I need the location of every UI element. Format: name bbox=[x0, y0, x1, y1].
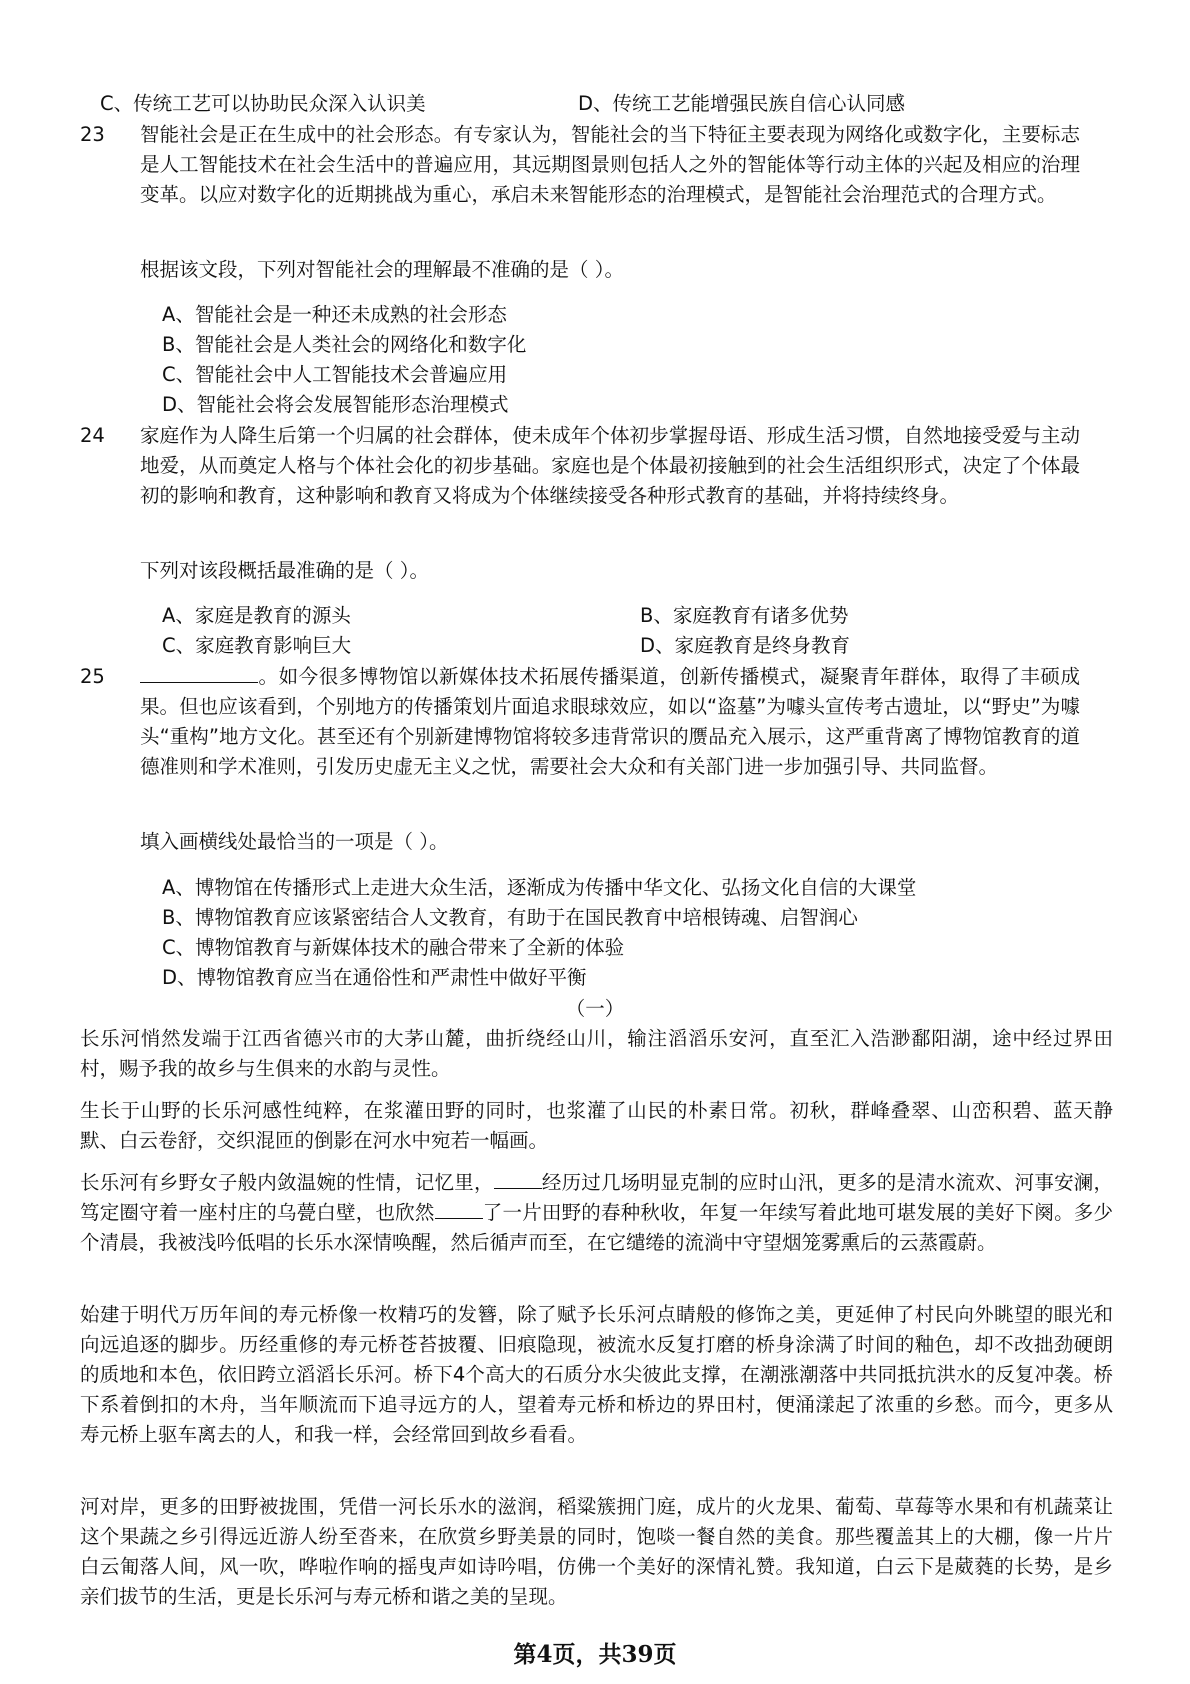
q24-question: 下列对该段概括最准确的是（ ）。 bbox=[140, 559, 429, 582]
q25-stem bbox=[140, 662, 1080, 782]
fill-in-blank bbox=[140, 664, 258, 683]
q23-option-a[interactable]: A、智能社会是一种还未成熟的社会形态 bbox=[162, 303, 507, 326]
reading-paragraph-2: 生长于山野的长乐河感性纯粹，在浆灌田野的同时，也浆灌了山民的朴素日常。初秋，群峰叠翠、山峦积碧、蓝天静默、白云卷舒，交织混匝的倒影在河水中宛若一幅画。 bbox=[80, 1099, 1113, 1152]
q22-option-d: D、传统工艺能增强民族自信心认同感 bbox=[578, 92, 906, 115]
p3-part-a: 长乐河有乡野女子般内敛温婉的性情，记忆里， bbox=[80, 1171, 494, 1194]
q23-question: 根据该文段，下列对智能社会的理解最不准确的是（ ）。 bbox=[140, 258, 624, 281]
reading-paragraph-5: 河对岸，更多的田野被拢围，凭借一河长乐水的滋润，稻粱簇拥门庭，成片的火龙果、葡萄、草莓等水果和有机蔬菜让这个果蔬之乡引得远近游人纷至沓来，在欣赏乡野美景的同时，饱啖一餐自然的美食。那些覆盖其上的大棚，像一片片白云匍落人间，风一吹，哗啦作响的摇曳声如诗吟唱，仿佛一个美好的深情礼赞。我知道，白云下是葳蕤的长势，是乡亲们拔节的生活，更是长乐河与寿元桥和谐之美的呈现。 bbox=[80, 1495, 1113, 1608]
q23-option-d[interactable]: D、智能社会将会发展智能形态治理模式 bbox=[162, 393, 509, 416]
q25-option-a[interactable]: A、博物馆在传播形式上走进大众生活，逐渐成为传播中华文化、弘扬文化自信的大课堂 bbox=[162, 876, 917, 899]
q23-option-b[interactable]: B、智能社会是人类社会的网络化和数字化 bbox=[162, 333, 527, 356]
q25-option-c[interactable]: C、博物馆教育与新媒体技术的融合带来了全新的体验 bbox=[162, 936, 625, 959]
q24-option-b[interactable]: B、家庭教育有诸多优势 bbox=[640, 604, 849, 627]
q24-option-a[interactable]: A、家庭是教育的源头 bbox=[162, 604, 351, 627]
fill-in-blank-2 bbox=[435, 1200, 483, 1219]
reading-paragraph-3 bbox=[80, 1168, 1113, 1258]
q23-option-c[interactable]: C、智能社会中人工智能技术会普遍应用 bbox=[162, 363, 508, 386]
q25-option-b[interactable]: B、博物馆教育应该紧密结合人文教育，有助于在国民教育中培根铸魂、启智润心 bbox=[162, 906, 858, 929]
page-number-footer: 第4页，共39页 bbox=[513, 1641, 677, 1668]
fill-in-blank-1 bbox=[494, 1170, 542, 1189]
p3-part-b: 经历过几场明显克制的应时山汛，更多的是清水流欢、河事安澜，笃定圈守着一座村庄的乌甍白壁，也欣然 bbox=[80, 1171, 1113, 1224]
q25-option-d[interactable]: D、博物馆教育应当在通俗性和严肃性中做好平衡 bbox=[162, 966, 587, 989]
q24-number: 24 bbox=[80, 424, 105, 447]
q25-number: 25 bbox=[80, 665, 105, 688]
q24-stem: 家庭作为人降生后第一个归属的社会群体，使未成年个体初步掌握母语、形成生活习惯，自然地接受爱与主动地爱，从而奠定人格与个体社会化的初步基础。家庭也是个体最初接触到的社会生活组织形式，决定了个体最初的影响和教育，这种影响和教育又将成为个体继续接受各种形式教育的基础，并将持续终身。 bbox=[140, 424, 1080, 507]
q23-stem: 智能社会是正在生成中的社会形态。有专家认为，智能社会的当下特征主要表现为网络化或数字化，主要标志是人工智能技术在社会生活中的普遍应用，其远期图景则包括人之外的智能体等行动主体的兴起及相应的治理变革。以应对数字化的近期挑战为重心，承启未来智能形态的治理模式，是智能社会治理范式的合理方式。 bbox=[140, 123, 1080, 206]
reading-paragraph-1: 长乐河悄然发端于江西省德兴市的大茅山麓，曲折绕经山川，输注滔滔乐安河，直至汇入浩渺鄱阳湖，途中经过界田村，赐予我的故乡与生俱来的水韵与灵性。 bbox=[80, 1027, 1113, 1080]
q23-number: 23 bbox=[80, 123, 105, 146]
reading-paragraph-4: 始建于明代万历年间的寿元桥像一枚精巧的发簪，除了赋予长乐河点睛般的修饰之美，更延伸了村民向外眺望的眼光和向远追逐的脚步。历经重修的寿元桥苍苔披覆、旧痕隐现，被流水反复打磨的桥身涂满了时间的釉色，却不改拙劲硬朗的质地和本色，依旧跨立滔滔长乐河。桥下4个高大的石质分水尖彼此支撑，在潮涨潮落中共同抵抗洪水的反复冲袭。桥下系着倒扣的木舟，当年顺流而下追寻远方的人，望着寿元桥和桥边的界田村，便涌漾起了浓重的乡愁。而今，更多从寿元桥上驱车离去的人，和我一样，会经常回到故乡看看。 bbox=[80, 1303, 1113, 1446]
q22-option-c: C、传统工艺可以协助民众深入认识美 bbox=[100, 92, 426, 115]
section-title: （一） bbox=[565, 997, 625, 1020]
q24-option-c[interactable]: C、家庭教育影响巨大 bbox=[162, 634, 352, 657]
q25-question: 填入画横线处最恰当的一项是（ ）。 bbox=[140, 830, 449, 853]
q25-stem-text: 。如今很多博物馆以新媒体技术拓展传播渠道，创新传播模式，凝聚青年群体，取得了丰硕成果。但也应该看到，个别地方的传播策划片面追求眼球效应，如以“盗墓”为噱头宣传考古遗址，以“野史”为噱头“重构”地方文化。甚至还有个别新建博物馆将较多违背常识的赝品充入展示，这严重背离了博物馆教育的道德准则和学术准则，引发历史虚无主义之忧，需要社会大众和有关部门进一步加强引导、共同监督。 bbox=[140, 665, 1080, 778]
q24-option-d[interactable]: D、家庭教育是终身教育 bbox=[640, 634, 851, 657]
p3-part-c: 了一片田野的春种秋收，年复一年续写着此地可堪发展的美好下阕。多少个清晨，我被浅吟低唱的长乐水深情唤醒，然后循声而至，在它缱绻的流淌中守望烟笼雾熏后的云蒸霞蔚。 bbox=[80, 1201, 1113, 1254]
